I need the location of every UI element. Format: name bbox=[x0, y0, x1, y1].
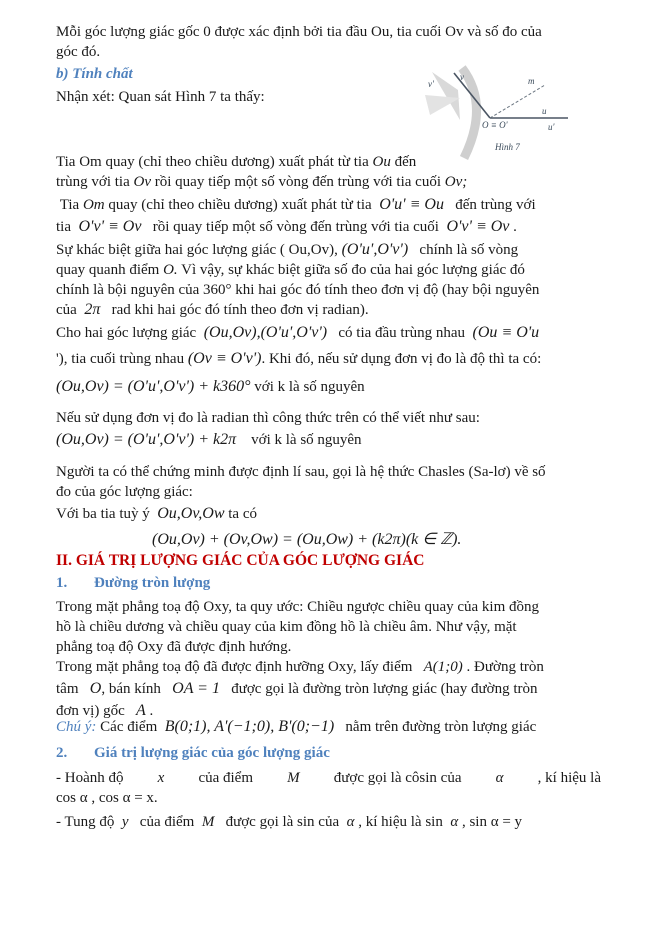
label-v-prime: v' bbox=[428, 79, 434, 89]
math-om: Om bbox=[82, 197, 105, 213]
text: , bán kính bbox=[101, 681, 165, 697]
text: được gọi là côsin của bbox=[333, 770, 462, 786]
text: nằm trên đường tròn lượng giác bbox=[341, 719, 537, 735]
text: . Khi đó, nếu sử dụng đơn vị đo là độ thì ta có: bbox=[261, 351, 542, 367]
paragraph-om-prime bbox=[56, 195, 601, 237]
paragraph-om-rotation bbox=[56, 152, 436, 172]
subsection-title: Đường tròn lượng bbox=[94, 575, 211, 591]
subsection-number: 2. bbox=[56, 745, 68, 761]
text: , kí hiệu là sin bbox=[354, 814, 447, 830]
text: Người ta có thể chứng minh được định lí sau, gọi là hệ thức Chasles (Sa-lơ) về số bbox=[56, 464, 546, 480]
math-three-rays: Ou,Ov,Ow bbox=[157, 505, 225, 522]
figure-caption: Hình 7 bbox=[495, 142, 520, 152]
math-m: M bbox=[287, 770, 300, 786]
math-point-a: A(1;0) bbox=[423, 659, 463, 675]
text: Cho hai góc lượng giác bbox=[56, 325, 200, 341]
math-ou-equiv: (Ou ≡ O'u bbox=[472, 324, 540, 341]
text: Vì vậy, sự khác biệt giữa số đo của hai góc lượng giác đó bbox=[177, 262, 525, 278]
label-u: u bbox=[542, 106, 547, 116]
math-2pi: 2π bbox=[84, 301, 101, 318]
intro-paragraph bbox=[56, 22, 601, 62]
formula-radian: (Ou,Ov) = (O'u',O'v') + k2π bbox=[56, 431, 237, 448]
subsection-1-heading bbox=[56, 573, 601, 593]
subsection-2-heading bbox=[56, 743, 601, 763]
math-m: M bbox=[201, 814, 215, 830]
text: hồ là chiều dương và chiều quay của kim đồng hồ là chiều âm. Như vậy, mặt bbox=[56, 619, 517, 635]
text: được gọi là đường tròn lượng giác (hay đường tròn bbox=[227, 681, 538, 697]
subsection-number: 1. bbox=[56, 575, 68, 591]
paragraph-om-rotation-line-2 bbox=[56, 172, 601, 192]
math-a: A bbox=[136, 702, 146, 719]
note-paragraph bbox=[56, 717, 601, 737]
text: Tia Om quay (chỉ theo chiều dương) xuất phát từ tia bbox=[56, 154, 373, 170]
label-origin: O ≡ O' bbox=[482, 120, 508, 130]
math-alpha: α bbox=[346, 814, 355, 830]
math-ov: Ov; bbox=[444, 174, 468, 190]
text: tâm bbox=[56, 681, 83, 697]
label-u-prime: u' bbox=[548, 122, 555, 132]
math-two-angles: (Ou,Ov),(O'u',O'v') bbox=[203, 324, 328, 341]
paragraph-unit-circle bbox=[56, 657, 601, 722]
text: có tia đầu trùng nhau bbox=[334, 325, 469, 341]
math-o: O. bbox=[163, 262, 178, 278]
text: '), tia cuối trùng nhau bbox=[56, 351, 188, 367]
intro-line-1: Mỗi góc lượng giác gốc 0 được xác định bởi tia đầu Ou, tia cuối Ov và số đo của bbox=[56, 24, 542, 40]
section-II-heading: II. GIÁ TRỊ LƯỢNG GIÁC CỦA GÓC LƯỢNG GIÁC bbox=[56, 552, 425, 569]
text: , kí hiệu là bbox=[537, 770, 601, 786]
text: với k là số nguyên bbox=[250, 379, 365, 395]
text: . Đường tròn bbox=[462, 659, 544, 675]
paragraph-difference bbox=[56, 240, 601, 320]
label-m: m bbox=[528, 76, 535, 86]
math-points: B(0;1), A'(−1;0), B'(0;−1) bbox=[164, 718, 335, 735]
subsection-title: Giá trị lượng giác của góc lượng giác bbox=[94, 745, 330, 761]
text: của điểm bbox=[136, 814, 199, 830]
note-label: Chú ý: bbox=[56, 719, 97, 735]
math-ov-equiv: O'v' ≡ Ov bbox=[446, 218, 510, 235]
text: đo của góc lượng giác: bbox=[56, 484, 193, 500]
text: chính là bội nguyên của 360° khi hai góc đó tính theo đơn vị độ (hay bội nguyên bbox=[56, 282, 540, 298]
text: được gọi là sin của bbox=[221, 814, 343, 830]
text: quay quanh điểm bbox=[56, 262, 164, 278]
figure-7 bbox=[420, 60, 580, 160]
text: - Tung độ bbox=[56, 814, 119, 830]
bullet-cosine bbox=[56, 768, 601, 808]
paragraph-two-angles bbox=[56, 322, 601, 398]
text: Trong mặt phẳng toạ độ Oxy, ta quy ước: Chiều ngược chiều quay của kim đồng bbox=[56, 599, 540, 615]
text: Trong mặt phẳng toạ độ đã được định hưỡng Oxy, lấy điểm bbox=[56, 659, 417, 675]
text: ta có bbox=[224, 506, 257, 522]
text: trùng với tia bbox=[56, 174, 134, 190]
math-angle-prime: (O'u',O'v') bbox=[341, 241, 409, 258]
text: phẳng toạ độ Oxy đã được định hướng. bbox=[56, 639, 292, 655]
remark-text: Nhận xét: Quan sát Hình 7 ta thấy: bbox=[56, 89, 265, 105]
label-v: v bbox=[460, 72, 464, 82]
text: rồi quay tiếp một số vòng đến trùng với tia cuối bbox=[151, 174, 445, 190]
math-alpha: α bbox=[495, 770, 504, 786]
math-oa-equals-1: OA = 1 bbox=[172, 680, 220, 697]
text: Tia bbox=[59, 197, 83, 213]
text: . bbox=[145, 703, 154, 719]
text: Sự khác biệt giữa hai góc lượng giác ( Ou,Ov), bbox=[56, 242, 342, 258]
text: chính là số vòng bbox=[415, 242, 519, 258]
math-alpha: α bbox=[450, 814, 459, 830]
paragraph-radian bbox=[56, 408, 601, 450]
text: đến bbox=[390, 154, 417, 170]
math-ou: Ou bbox=[372, 154, 391, 170]
math-sin-alpha: , sin α = y bbox=[458, 814, 523, 830]
text: - Hoành độ bbox=[56, 770, 124, 786]
math-ou-equiv: O'u' ≡ Ou bbox=[379, 196, 444, 213]
text: rad khi hai góc đó tính theo đơn vị radian). bbox=[107, 302, 369, 318]
math-cos-alpha: cos α , cos α = x. bbox=[56, 790, 158, 806]
paragraph-orientation bbox=[56, 597, 601, 657]
math-ov-equiv: (Ov ≡ O'v') bbox=[187, 350, 262, 367]
math-ov: Ov bbox=[133, 174, 152, 190]
math-y: y bbox=[121, 814, 129, 830]
math-o: O bbox=[89, 680, 102, 697]
text: tia bbox=[56, 219, 75, 235]
text: của điểm bbox=[198, 770, 254, 786]
bullet-sine bbox=[56, 812, 601, 832]
formula-chasles: (Ou,Ov) + (Ov,Ow) = (Ou,Ow) + (k2π)(k ∈ ℤ). bbox=[152, 531, 462, 548]
math-ov-equiv: O'v' ≡ Ov bbox=[78, 218, 142, 235]
text: Nếu sử dụng đơn vị đo là radian thì công thức trên có thể viết như sau: bbox=[56, 410, 480, 426]
text: đơn vị) gốc bbox=[56, 703, 129, 719]
text: đến trùng với bbox=[451, 197, 536, 213]
text: Với ba tia tuỳ ý bbox=[56, 506, 154, 522]
section-b-heading: b) Tính chất bbox=[56, 66, 133, 82]
text: quay (chỉ theo chiều dương) xuất phát từ tia bbox=[104, 197, 376, 213]
ray-om bbox=[490, 85, 545, 118]
text: của bbox=[56, 302, 81, 318]
math-x: x bbox=[157, 770, 165, 786]
formula-degree: (Ou,Ov) = (O'u',O'v') + k360° bbox=[56, 378, 251, 395]
figure-arc bbox=[462, 68, 477, 158]
text: với k là số nguyên bbox=[247, 432, 362, 448]
text: rồi quay tiếp một số vòng đến trùng với tia cuối bbox=[148, 219, 443, 235]
intro-line-2: góc đó. bbox=[56, 44, 101, 60]
paragraph-chasles bbox=[56, 462, 601, 550]
text: . bbox=[509, 219, 517, 235]
text: Các điểm bbox=[96, 719, 161, 735]
